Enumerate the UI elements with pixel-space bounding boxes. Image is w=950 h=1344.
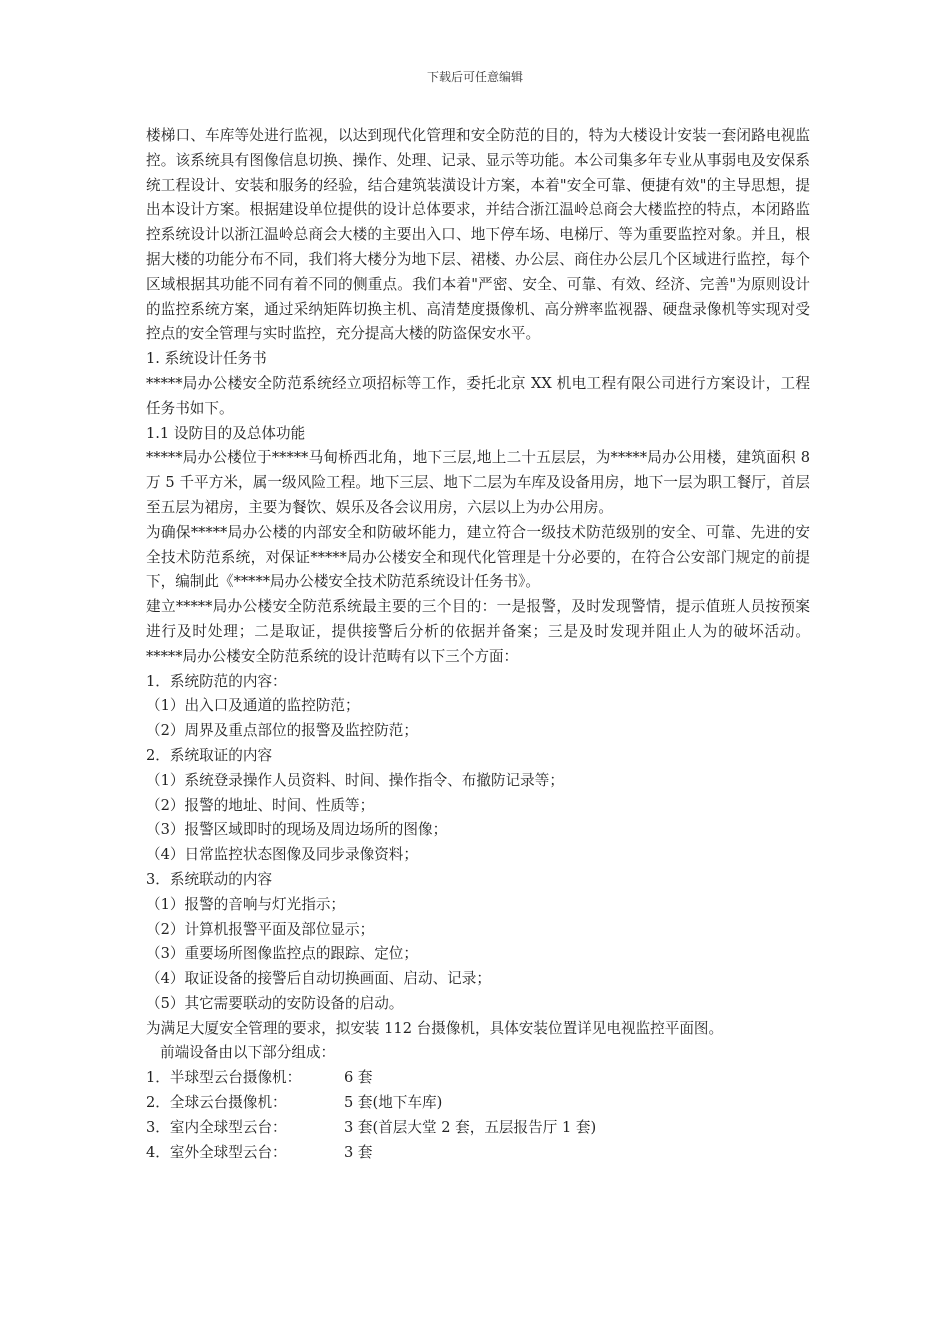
section11-paragraph-3: 建立*****局办公楼安全防范系统最主要的三个目的：一是报警，及时发现警情，提示值班人员按预案进行及时处理；二是取证，提供接警后分析的依据并备案；三是及时发现并阻止人为的破坏活动。*****局办公楼安全防范系统的设计范畴有以下三个方面： [146, 598, 810, 665]
list-item: （1）出入口及通道的监控防范； [146, 697, 360, 715]
list-item: （3）报警区域即时的现场及周边场所的图像； [146, 821, 448, 839]
frontend-title: 前端设备由以下部分组成： [160, 1044, 336, 1062]
equipment-qty: 3 套(首层大堂 2 套，五层报告厅 1 套) [344, 1118, 597, 1136]
list-item: （2）周界及重点部位的报警及监控防范； [146, 722, 418, 740]
section11-paragraph-2: 为确保*****局办公楼的内部安全和防破坏能力，建立符合一级技术防范级别的安全、可靠、先进的安全技术防范系统，对保证*****局办公楼安全和现代化管理是十分必要的，在符合公安部门规定的前提下，编制此《*****局办公楼安全技术防范系统设计任务书》。 [146, 523, 810, 591]
list-item: （2）计算机报警平面及部位显示； [146, 920, 375, 938]
list3-title: 3．系统联动的内容 [146, 870, 273, 888]
equipment-name: 2．全球云台摄像机： [146, 1094, 287, 1112]
equipment-name: 1．半球型云台摄像机： [146, 1069, 302, 1087]
section11-paragraph-1: *****局办公楼位于*****马甸桥西北角，地下三层,地上二十五层层，为*****局办公用楼，建筑面积 8 万 5 千平方米，属一级风险工程。地下三层、地下二层为车库及设备用房，地下一层为职工餐厅，首层至五层为裙房，主要为餐饮、娱乐及各会议用房，六层以上为办公用房。 [146, 449, 810, 516]
list-item: （3）重要场所图像监控点的跟踪、定位； [146, 945, 418, 963]
equipment-row [146, 1091, 810, 1116]
equipment-name: 4．室外全球型云台： [146, 1143, 287, 1161]
list2-title: 2．系统取证的内容 [146, 746, 273, 764]
list-item: （2）报警的地址、时间、性质等； [146, 796, 375, 814]
list-item: （1）报警的音响与灯光指示； [146, 895, 346, 913]
camera-paragraph: 为满足大厦安全管理的要求，拟安装 112 台摄像机，具体安装位置详见电视监控平面图。 [146, 1019, 724, 1037]
list-item: （4）日常监控状态图像及同步录像资料； [146, 846, 418, 864]
document-body [146, 124, 810, 1165]
section1-paragraph: *****局办公楼安全防范系统经立项招标等工作，委托北京 XX 机电工程有限公司进行方案设计，工程任务书如下。 [146, 374, 810, 417]
section1-title: 1. 系统设计任务书 [146, 350, 267, 368]
intro-paragraph: 楼梯口、车库等处进行监视，以达到现代化管理和安全防范的目的，特为大楼设计安装一套闭路电视监控。该系统具有图像信息切换、操作、处理、记录、显示等功能。本公司集多年专业从事弱电及安保系统工程设计、安装和服务的经验，结合建筑装潢设计方案，本着"安全可靠、便捷有效"的主导思想，提出本设计方案。根据建设单位提供的设计总体要求，并结合浙江温岭总商会大楼监控的特点，本闭路监控系统设计以浙江温岭总商会大楼的主要出入口、地下停车场、电梯厅、等为重要监控对象。并且，根据大楼的功能分布不同，我们将大楼分为地下层、裙楼、办公层、商住办公层几个区域进行监控，每个区域根据其功能不同有着不同的侧重点。我们本着"严密、安全、可靠、有效、经济、完善"为原则设计的监控系统方案，通过采纳矩阵切换主机、高清楚度摄像机、高分辨率监视器、硬盘录像机等实现对受控点的安全管理与实时监控，充分提高大楼的防盗保安水平。 [146, 127, 810, 343]
list-item: （4）取证设备的接警后自动切换画面、启动、记录； [146, 970, 491, 988]
list-item: （5）其它需要联动的安防设备的启动。 [146, 994, 404, 1012]
equipment-row [146, 1141, 810, 1166]
section11-title: 1.1 设防目的及总体功能 [146, 424, 306, 442]
equipment-row [146, 1066, 810, 1091]
equipment-qty: 5 套(地下车库) [344, 1094, 443, 1112]
equipment-qty: 6 套 [344, 1069, 373, 1087]
list-item: （1）系统登录操作人员资料、时间、操作指令、布撤防记录等； [146, 771, 564, 789]
page-header: 下载后可任意编辑 [426, 70, 523, 84]
equipment-row [146, 1116, 810, 1141]
equipment-qty: 3 套 [344, 1143, 373, 1161]
list1-title: 1．系统防范的内容： [146, 672, 287, 690]
equipment-name: 3．室内全球型云台： [146, 1118, 287, 1136]
